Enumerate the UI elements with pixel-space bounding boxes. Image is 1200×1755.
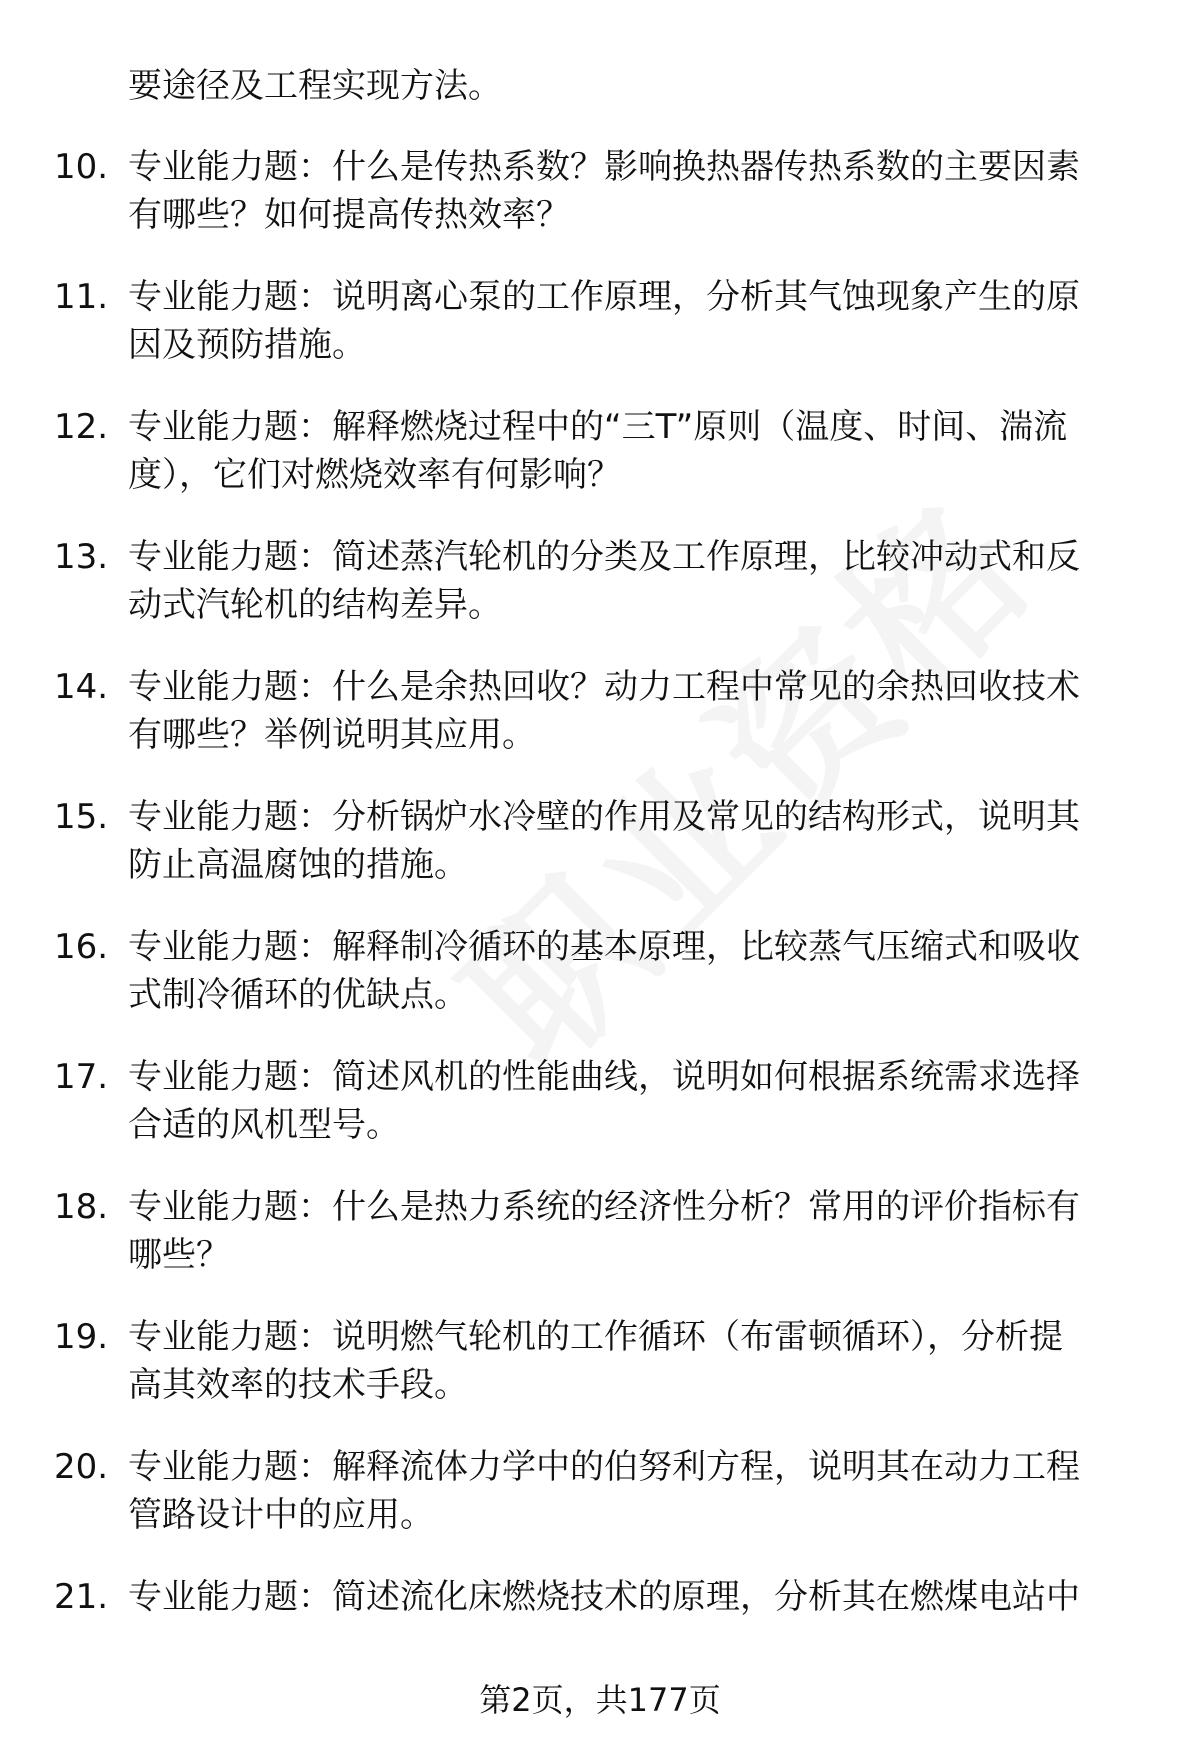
question-text-line: 动式汽轮机的结构差异。: [128, 585, 502, 625]
question-text-line: 哪些？: [128, 1235, 230, 1275]
question-text-line: 专业能力题：说明燃气轮机的工作循环（布雷顿循环），分析提: [128, 1317, 1063, 1357]
question-text-line: 专业能力题：什么是余热回收？动力工程中常见的余热回收技术: [128, 667, 1080, 707]
question-item: [0, 663, 1200, 793]
question-item: [0, 1313, 1200, 1443]
question-item: [0, 1443, 1200, 1573]
question-text: [128, 1313, 1148, 1409]
continued-text: 要途径及工程实现方法。: [128, 66, 502, 106]
question-text-line: 专业能力题：什么是传热系数？影响换热器传热系数的主要因素: [128, 147, 1080, 187]
question-item: [0, 923, 1200, 1053]
question-text-line: 专业能力题：解释流体力学中的伯努利方程，说明其在动力工程: [128, 1447, 1080, 1487]
question-text: [128, 923, 1148, 1019]
question-text-line: 合适的风机型号。: [128, 1105, 400, 1145]
question-text-line: 专业能力题：简述风机的性能曲线，说明如何根据系统需求选择: [128, 1057, 1080, 1097]
question-text-line: 高其效率的技术手段。: [128, 1365, 468, 1405]
question-number: 17.: [54, 1057, 109, 1097]
question-text: [128, 1573, 1148, 1621]
question-number: 15.: [54, 797, 109, 837]
question-text-line: 因及预防措施。: [128, 325, 366, 365]
question-text-line: 专业能力题：分析锅炉水冷壁的作用及常见的结构形式，说明其: [128, 797, 1080, 837]
question-text-line: 有哪些？举例说明其应用。: [128, 715, 536, 755]
question-text-line: 专业能力题：简述蒸汽轮机的分类及工作原理，比较冲动式和反: [128, 537, 1080, 577]
question-number: 13.: [54, 537, 109, 577]
question-item: [0, 403, 1200, 533]
question-item: [0, 1053, 1200, 1183]
question-text-line: 专业能力题：解释燃烧过程中的“三T”原则（温度、时间、湍流: [128, 407, 1068, 447]
question-number: 11.: [54, 277, 109, 317]
question-text-line: 专业能力题：解释制冷循环的基本原理，比较蒸气压缩式和吸收: [128, 927, 1080, 967]
question-text: [128, 1443, 1148, 1539]
question-text: [128, 793, 1148, 889]
question-text: [128, 143, 1148, 239]
question-text-line: 专业能力题：说明离心泵的工作原理，分析其气蚀现象产生的原: [128, 277, 1080, 317]
question-number: 19.: [54, 1317, 109, 1357]
question-list: [0, 143, 1200, 1703]
question-text-line: 管路设计中的应用。: [128, 1495, 434, 1535]
question-text-line: 专业能力题：什么是热力系统的经济性分析？常用的评价指标有: [128, 1187, 1080, 1227]
question-number: 20.: [54, 1447, 109, 1487]
question-item: [0, 533, 1200, 663]
question-text-line: 式制冷循环的优缺点。: [128, 975, 468, 1015]
question-item: [0, 273, 1200, 403]
page-footer: 第2页，共177页: [479, 1681, 721, 1719]
question-item: [0, 143, 1200, 273]
question-item: [0, 793, 1200, 923]
question-number: 21.: [54, 1577, 109, 1617]
question-number: 16.: [54, 927, 109, 967]
question-number: 10.: [54, 147, 109, 187]
question-text-line: 度），它们对燃烧效率有何影响？: [128, 455, 621, 495]
question-text: [128, 1183, 1148, 1279]
question-text: [128, 533, 1148, 629]
question-text: [128, 403, 1148, 499]
question-text-line: 防止高温腐蚀的措施。: [128, 845, 468, 885]
question-text: [128, 273, 1148, 369]
question-text-line: 专业能力题：简述流化床燃烧技术的原理，分析其在燃煤电站中: [128, 1577, 1080, 1617]
question-text-line: 有哪些？如何提高传热效率？: [128, 195, 570, 235]
question-item: [0, 1183, 1200, 1313]
question-text: [128, 1053, 1148, 1149]
question-number: 12.: [54, 407, 109, 447]
question-number: 14.: [54, 667, 109, 707]
question-number: 18.: [54, 1187, 109, 1227]
question-text: [128, 663, 1148, 759]
